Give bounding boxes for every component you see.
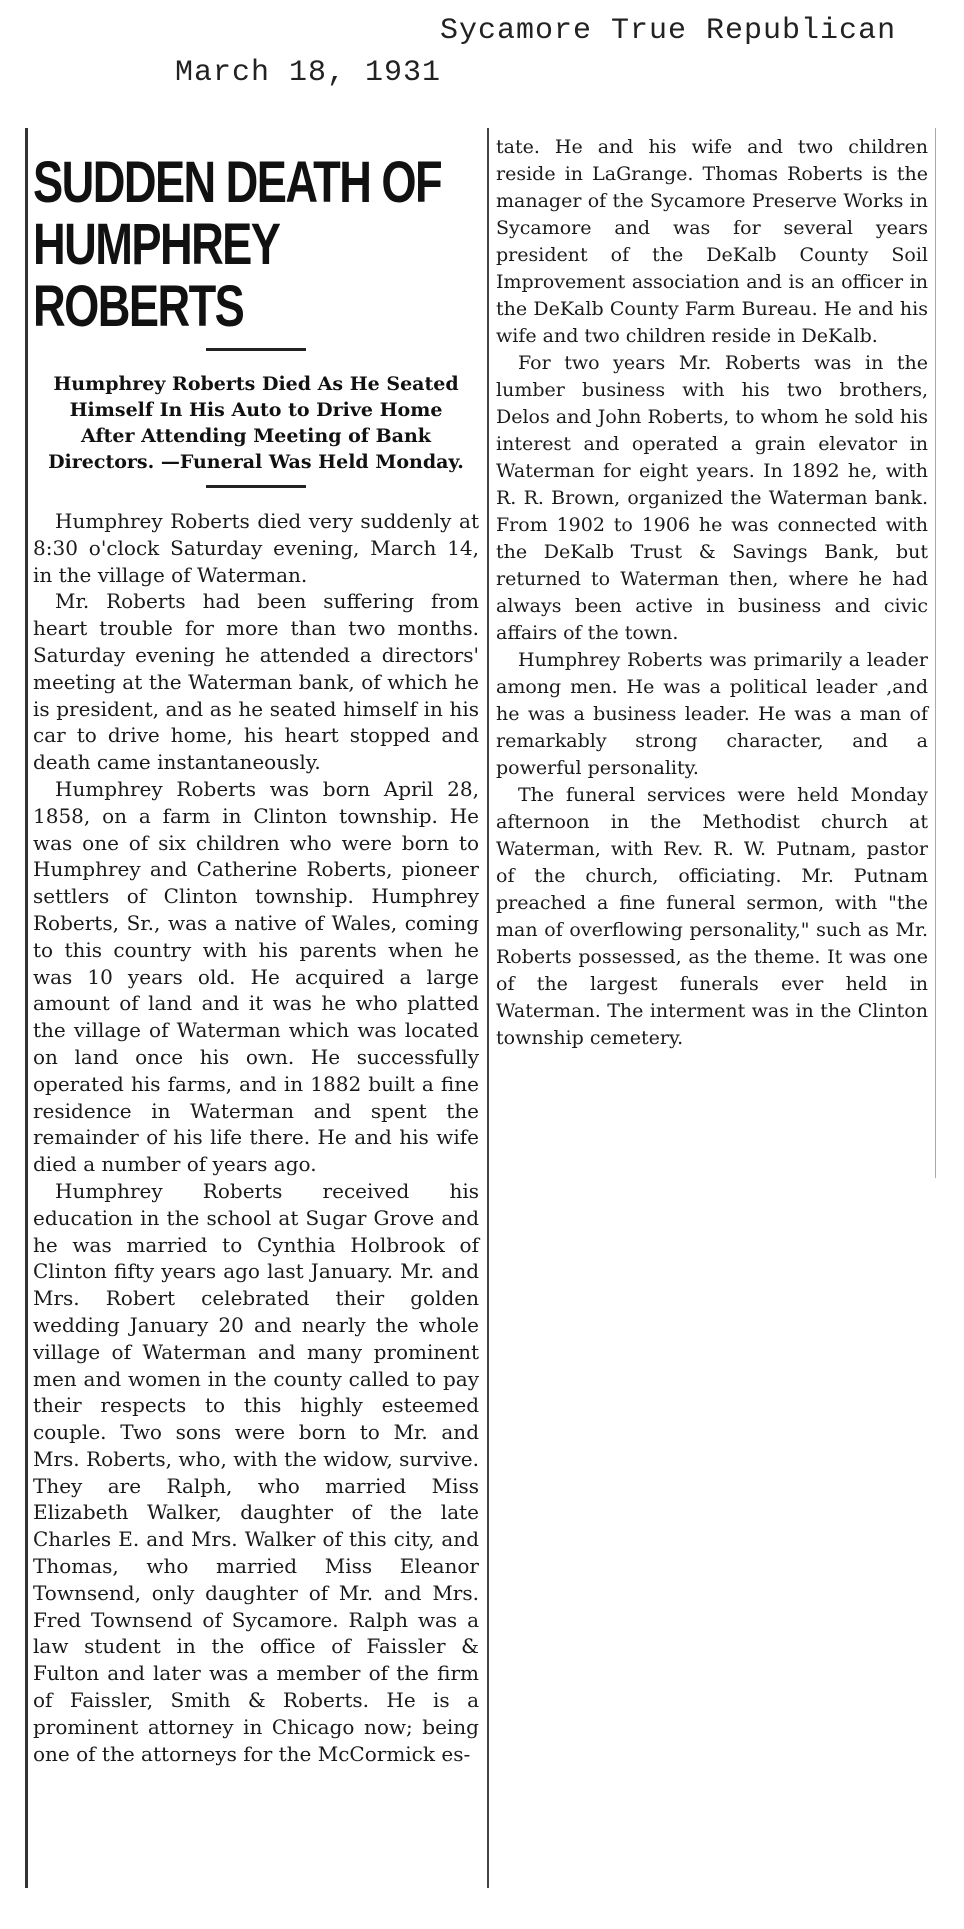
right-column-rule	[935, 128, 936, 1178]
newspaper-name: Sycamore True Republican	[440, 14, 897, 48]
clipping-date: March 18, 1931	[175, 56, 442, 90]
subhead: Humphrey Roberts Died As He Seated Himself In His Auto to Drive Home After Attending Meeting of Bank Directors. —Funeral Was Held Monday.	[48, 373, 464, 473]
paragraph: Humphrey Roberts was born April 28, 1858, on a farm in Clinton township. He was one of six children who were born to Humphrey and Catherine Roberts, pioneer settlers of Clinton township. Humphrey Roberts, Sr., was a native of Wales, coming to this country with his parents when he was 10 years old. He acquired a large amount of land and it was he who platted the village of Waterman which was located on land once his own. He successfully operated his farms, and in 1882 built a fine residence in Waterman and spent the remainder of his life there. He and his wife died a number of years ago.	[33, 776, 479, 1177]
headline	[33, 152, 478, 338]
column-divider	[487, 128, 489, 1888]
headline-line-2: HUMPHREY ROBERTS	[33, 212, 279, 339]
headline-line-1: SUDDEN DEATH OF	[33, 150, 442, 215]
article-body-right	[496, 134, 928, 1052]
article-body-left	[33, 508, 479, 1767]
left-column-rule	[25, 128, 28, 1888]
left-column	[33, 130, 479, 1767]
headline-separator	[206, 348, 306, 351]
paragraph: Humphrey Roberts died very suddenly at 8:30 o'clock Saturday evening, March 14, in the village of Waterman.	[33, 509, 479, 587]
paragraph: Humphrey Roberts received his education in the school at Sugar Grove and he was married to Cynthia Holbrook of Clinton fifty years ago last January. Mr. and Mrs. Robert celebrated their golden wedding January 20 and nearly the whole village of Waterman and many prominent men and women in the county called to pay their respects to this highly esteemed couple. Two sons were born to Mr. and Mrs. Roberts, who, with the widow, survive. They are Ralph, who married Miss Elizabeth Walker, daughter of the late Charles E. and Mrs. Walker of this city, and Thomas, who married Miss Eleanor Townsend, only daughter of Mr. and Mrs. Fred Townsend of Sycamore. Ralph was a law student in the office of Faissler & Fulton and later was a member of the firm of Faissler, Smith & Roberts. He is a prominent attorney in Chicago now; being one of the attorneys for the McCormick es-	[33, 1178, 479, 1766]
paragraph: The funeral services were held Monday afternoon in the Methodist church at Waterman, with Rev. R. W. Putnam, pastor of the church, officiating. Mr. Putnam preached a fine funeral sermon, with "the man of overflowing personality," such as Mr. Roberts possessed, as the theme. It was one of the largest funerals ever held in Waterman. The interment was in the Clinton township cemetery.	[496, 784, 928, 1049]
paragraph: Mr. Roberts had been suffering from heart trouble for more than two months. Saturday evening he attended a directors' meeting at the Waterman bank, of which he is president, and as he seated himself in his car to drive home, his heart stopped and death came instantaneously.	[33, 589, 479, 775]
paragraph: Humphrey Roberts was primarily a leader among men. He was a political leader ,and he was a business leader. He was a man of remarkably strong character, and a powerful personality.	[496, 649, 928, 779]
paragraph: For two years Mr. Roberts was in the lumber business with his two brothers, Delos and John Roberts, to whom he sold his interest and operated a grain elevator in Waterman for eight years. In 1892 he, with R. R. Brown, organized the Waterman bank. From 1902 to 1906 he was connected with the DeKalb Trust & Savings Bank, but returned to Waterman then, where he had always been active in business and civic affairs of the town.	[496, 352, 928, 644]
right-column	[496, 134, 928, 1052]
paragraph-continued: tate. He and his wife and two children reside in LaGrange. Thomas Roberts is the manager of the Sycamore Preserve Works in Sycamore and was for several years president of the DeKalb County Soil Improvement association and is an officer in the DeKalb County Farm Bureau. He and his wife and two children reside in DeKalb.	[496, 136, 928, 347]
subhead-separator	[206, 485, 306, 488]
